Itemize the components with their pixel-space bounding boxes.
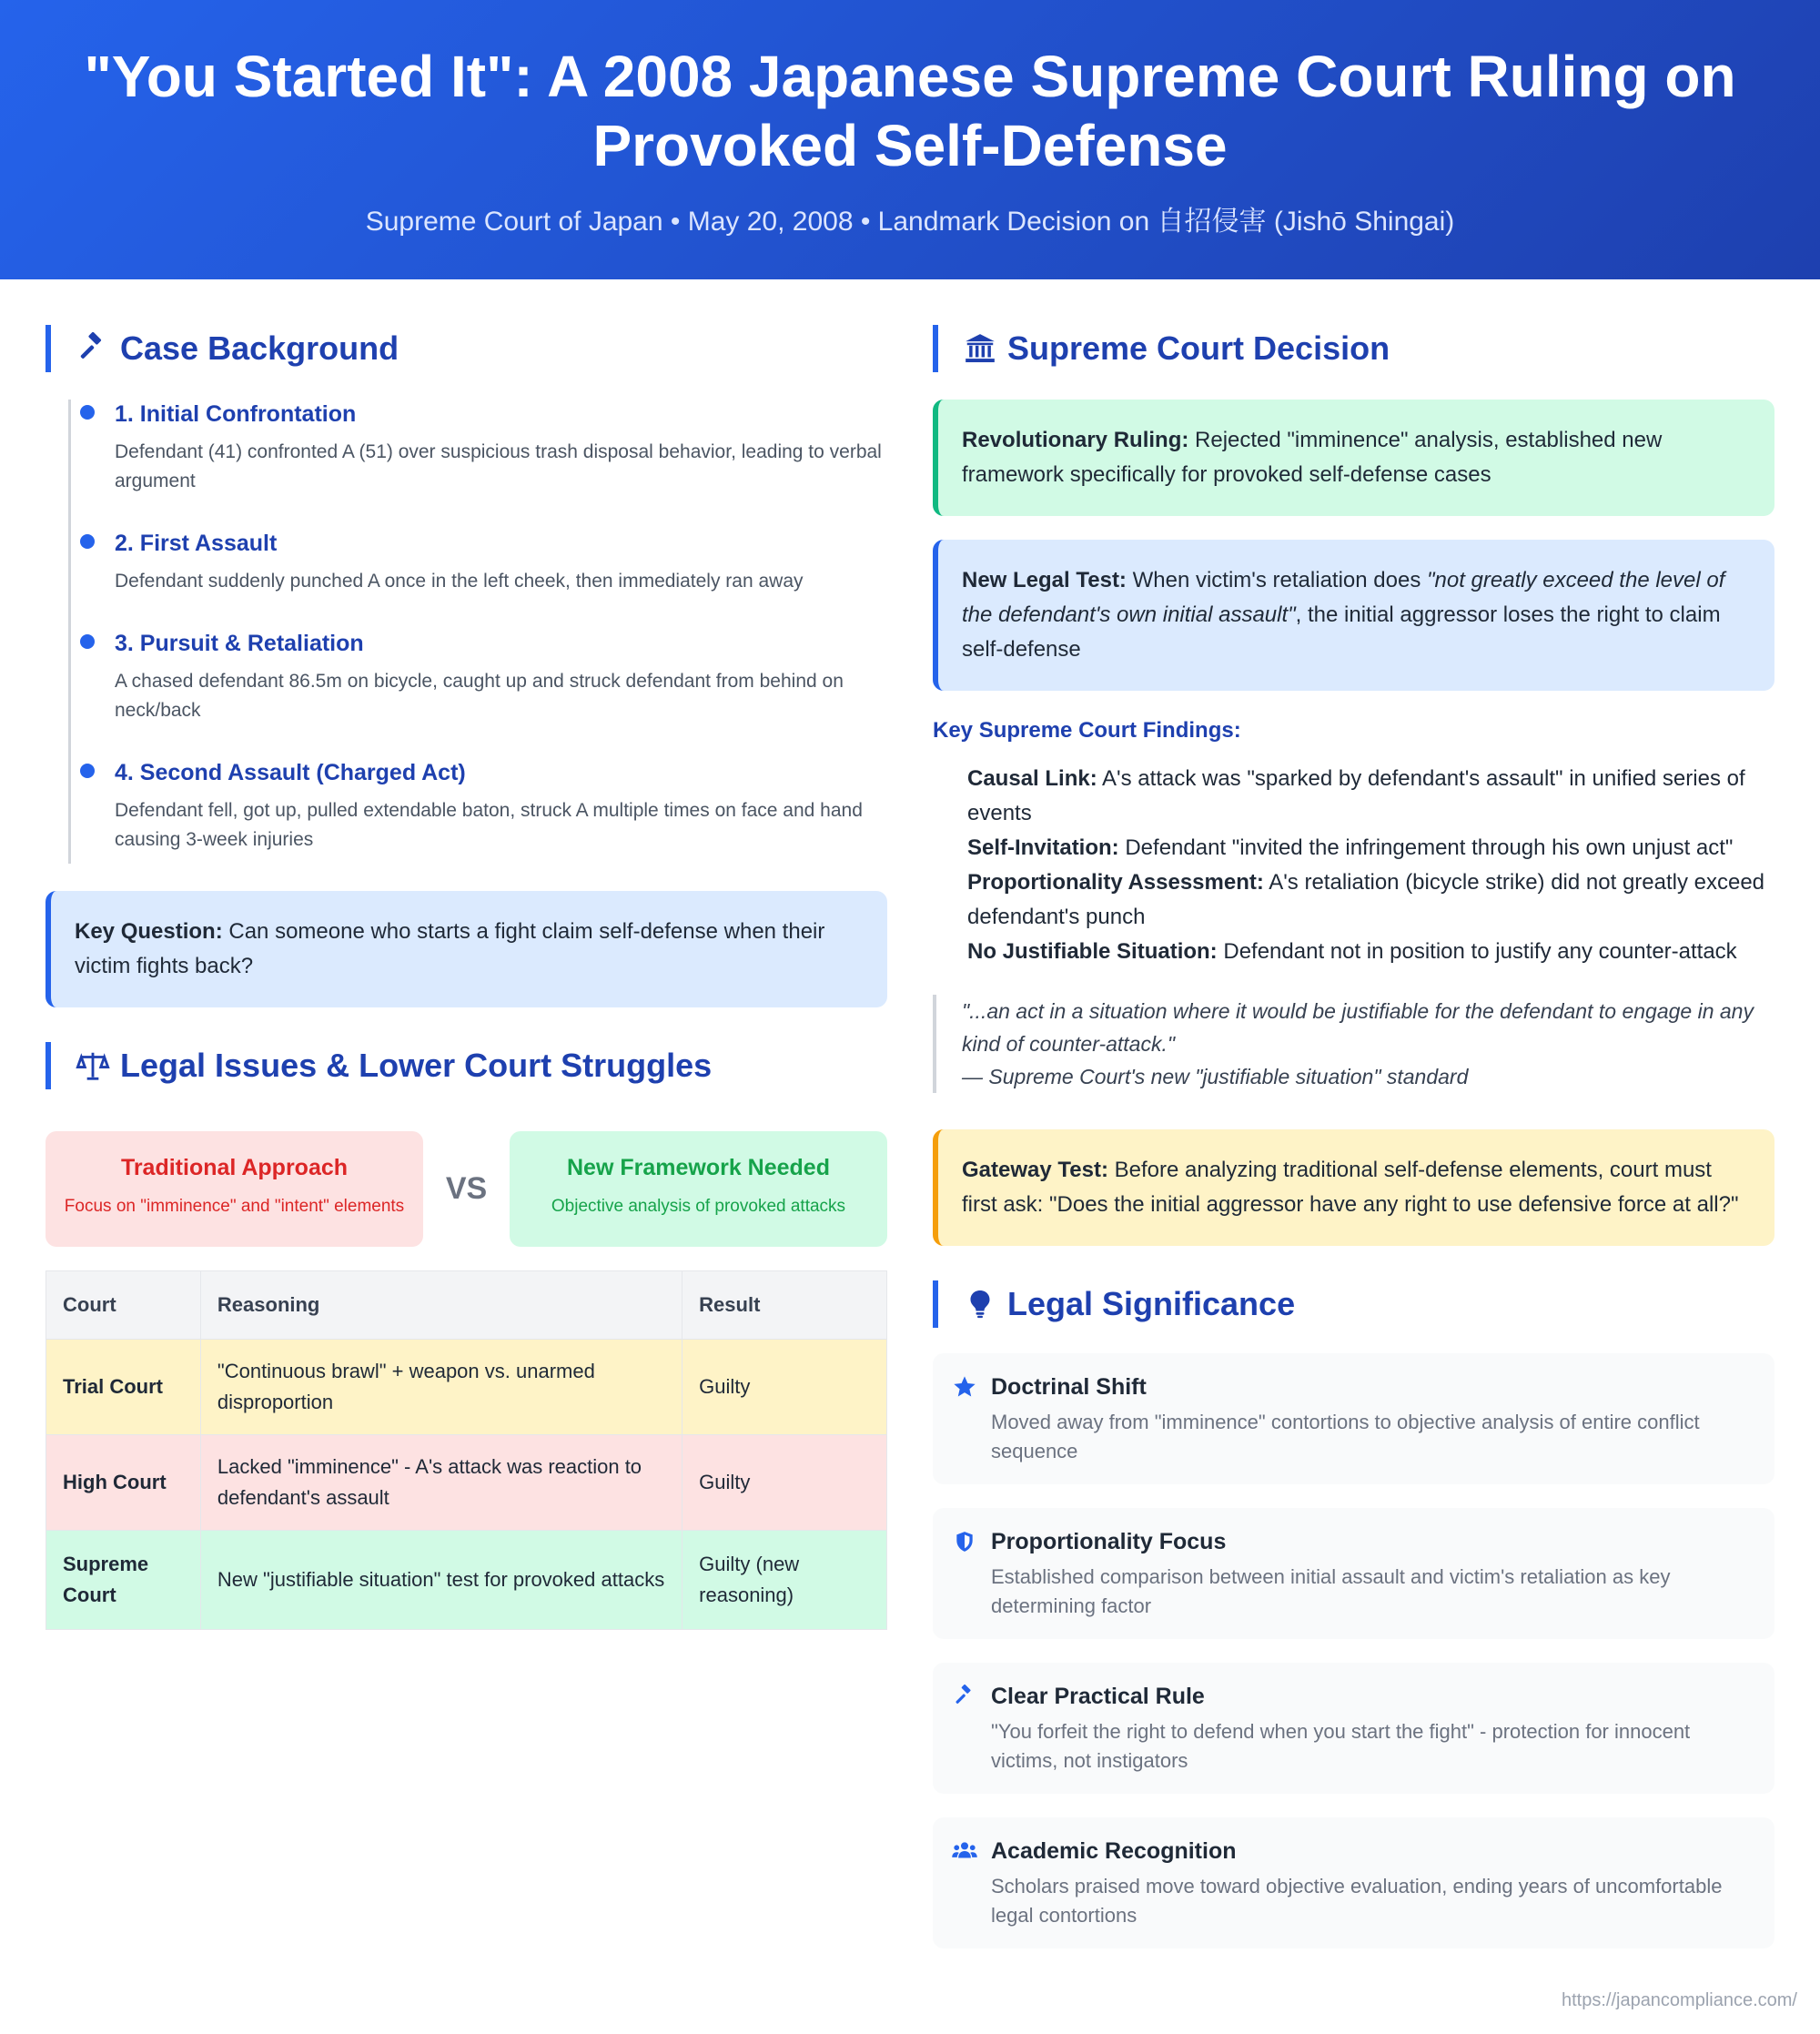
timeline-dot xyxy=(80,764,95,778)
gateway-test-text: Before analyzing traditional self-defense elements, court must first ask: "Does the initial aggressor have any right to use defensive force at all?" xyxy=(962,1158,1739,1217)
gateway-test-label: Gateway Test: xyxy=(962,1158,1108,1182)
new-framework-card xyxy=(510,1131,887,1247)
legal-issues-heading xyxy=(46,1042,887,1089)
lightbulb-icon xyxy=(962,1286,998,1322)
timeline-desc: Defendant suddenly punched A once in the left cheek, then immediately ran away xyxy=(115,571,804,592)
key-question-box xyxy=(46,891,887,1007)
significance-card-title: Academic Recognition xyxy=(991,1837,1237,1864)
significance-card xyxy=(933,1817,1774,1948)
timeline-item xyxy=(71,529,887,629)
new-legal-test-box xyxy=(933,540,1774,691)
courthouse-icon xyxy=(962,330,998,367)
timeline-item xyxy=(71,629,887,758)
timeline-title: 1. Initial Confrontation xyxy=(115,401,357,427)
table-cell-reasoning: New "justifiable situation" test for provoked attacks xyxy=(200,1531,682,1630)
table-header: Court xyxy=(46,1271,201,1340)
table-header: Reasoning xyxy=(200,1271,682,1340)
table-cell-reasoning: "Continuous brawl" + weapon vs. unarmed disproportion xyxy=(200,1340,682,1435)
finding-item xyxy=(967,935,1774,969)
revolutionary-ruling-label: Revolutionary Ruling: xyxy=(962,428,1189,452)
table-row xyxy=(46,1435,887,1531)
new-legal-test-post: , the initial aggressor loses the right to claim self-defense xyxy=(962,602,1721,662)
traditional-approach-title: Traditional Approach xyxy=(120,1155,349,1180)
new-legal-test-quote: "not greatly exceed the level of the defendant's own initial assault" xyxy=(962,568,1725,627)
court-comparison-table xyxy=(46,1270,887,1630)
timeline-desc: A chased defendant 86.5m on bicycle, caught up and struck defendant from behind on neck/back xyxy=(115,671,844,721)
timeline-item xyxy=(71,758,887,864)
page-title: "You Started It": A 2008 Japanese Supreme Court Ruling on Provoked Self-Defense xyxy=(84,44,1736,178)
key-question-label: Key Question: xyxy=(75,919,223,944)
key-question-text: Can someone who starts a fight claim self-defense when their victim fights back? xyxy=(75,919,825,978)
finding-text: A's attack was "sparked by defendant's assault" in unified series of events xyxy=(967,766,1745,825)
significance-card-desc: Established comparison between initial assault and victim's retaliation as key determining factor xyxy=(991,1565,1671,1617)
table-cell-result: Guilty xyxy=(682,1435,887,1531)
timeline-dot xyxy=(80,534,95,549)
gavel-icon xyxy=(951,1683,978,1710)
users-icon xyxy=(951,1837,978,1865)
timeline-desc: Defendant (41) confronted A (51) over suspicious trash disposal behavior, leading to verbal argument xyxy=(115,441,882,491)
page-header xyxy=(0,0,1820,279)
findings-title: Key Supreme Court Findings: xyxy=(933,718,1241,743)
court-quote xyxy=(933,995,1774,1093)
finding-text: Defendant "invited the infringement through his own unjust act" xyxy=(1118,835,1734,860)
case-background-title: Case Background xyxy=(120,329,399,367)
case-timeline xyxy=(68,400,887,864)
new-legal-test-label: New Legal Test: xyxy=(962,568,1127,592)
footer-url: https://japancompliance.com/ xyxy=(1561,1990,1797,2010)
right-column xyxy=(933,279,1774,1972)
table-row xyxy=(46,1340,887,1435)
finding-label: Self-Invitation: xyxy=(967,835,1119,860)
table-header-row xyxy=(46,1271,887,1340)
quote-text: "...an act in a situation where it would be justifiable for the defendant to engage in any kind of counter-attack." xyxy=(962,999,1754,1056)
significance-card-desc: Scholars praised move toward objective evaluation, ending years of uncomfortable legal contortions xyxy=(991,1875,1723,1927)
table-row xyxy=(46,1531,887,1630)
timeline-desc: Defendant fell, got up, pulled extendable baton, struck A multiple times on face and hand causing 3-week injuries xyxy=(115,800,863,850)
timeline-title: 3. Pursuit & Retaliation xyxy=(115,631,364,656)
finding-item xyxy=(967,762,1774,831)
traditional-approach-desc: Focus on "imminence" and "intent" elements xyxy=(64,1197,405,1216)
significance-card-title: Proportionality Focus xyxy=(991,1528,1227,1554)
table-cell-court: High Court xyxy=(46,1435,201,1531)
significance-heading xyxy=(933,1280,1774,1328)
table-cell-court: Trial Court xyxy=(46,1340,201,1435)
significance-card xyxy=(933,1353,1774,1484)
shield-icon xyxy=(951,1528,978,1555)
approach-comparison xyxy=(46,1131,887,1247)
decision-heading xyxy=(933,325,1774,372)
finding-item xyxy=(967,831,1774,865)
vs-label: VS xyxy=(445,1171,488,1206)
left-column xyxy=(46,279,887,1630)
traditional-approach-card xyxy=(46,1131,423,1247)
star-icon xyxy=(951,1373,978,1401)
significance-card xyxy=(933,1508,1774,1639)
significance-card xyxy=(933,1663,1774,1794)
finding-label: Causal Link: xyxy=(967,766,1097,791)
table-cell-result: Guilty (new reasoning) xyxy=(682,1531,887,1630)
timeline-item xyxy=(71,400,887,529)
table-cell-court: Supreme Court xyxy=(46,1531,201,1630)
gavel-icon xyxy=(75,330,111,367)
case-background-heading xyxy=(46,325,887,372)
finding-text: A's retaliation (bicycle strike) did not greatly exceed defendant's punch xyxy=(967,870,1765,929)
table-cell-result: Guilty xyxy=(682,1340,887,1435)
scales-icon xyxy=(75,1047,111,1084)
timeline-dot xyxy=(80,634,95,649)
timeline-title: 4. Second Assault (Charged Act) xyxy=(115,760,466,785)
finding-item xyxy=(967,865,1774,935)
new-framework-title: New Framework Needed xyxy=(566,1155,830,1180)
significance-title: Legal Significance xyxy=(1007,1285,1296,1322)
revolutionary-ruling-box xyxy=(933,400,1774,516)
gateway-test-box xyxy=(933,1129,1774,1246)
significance-card-desc: Moved away from "imminence" contortions to objective analysis of entire conflict sequence xyxy=(991,1411,1700,1462)
page-subtitle: Supreme Court of Japan • May 20, 2008 • Landmark Decision on 自招侵害 (Jishō Shingai) xyxy=(365,207,1455,237)
findings-list xyxy=(933,762,1774,969)
new-legal-test-pre: When victim's retaliation does xyxy=(1126,568,1427,592)
decision-title: Supreme Court Decision xyxy=(1007,329,1390,367)
quote-source: — Supreme Court's new "justifiable situation" standard xyxy=(962,1065,1469,1088)
timeline-title: 2. First Assault xyxy=(115,531,278,556)
finding-label: Proportionality Assessment: xyxy=(967,870,1264,895)
revolutionary-ruling-text: Rejected "imminence" analysis, established new framework specifically for provoked self-defense cases xyxy=(962,428,1663,487)
finding-label: No Justifiable Situation: xyxy=(967,939,1218,964)
table-header: Result xyxy=(682,1271,887,1340)
finding-text: Defendant not in position to justify any counter-attack xyxy=(1217,939,1737,964)
timeline-dot xyxy=(80,405,95,420)
new-framework-desc: Objective analysis of provoked attacks xyxy=(551,1197,846,1216)
significance-card-title: Clear Practical Rule xyxy=(991,1683,1205,1709)
table-cell-reasoning: Lacked "imminence" - A's attack was reaction to defendant's assault xyxy=(200,1435,682,1531)
legal-issues-title: Legal Issues & Lower Court Struggles xyxy=(120,1047,713,1084)
significance-card-title: Doctrinal Shift xyxy=(991,1373,1147,1400)
significance-list xyxy=(933,1353,1774,1948)
significance-card-desc: "You forfeit the right to defend when you start the fight" - protection for innocent victims, not instigators xyxy=(991,1720,1691,1772)
